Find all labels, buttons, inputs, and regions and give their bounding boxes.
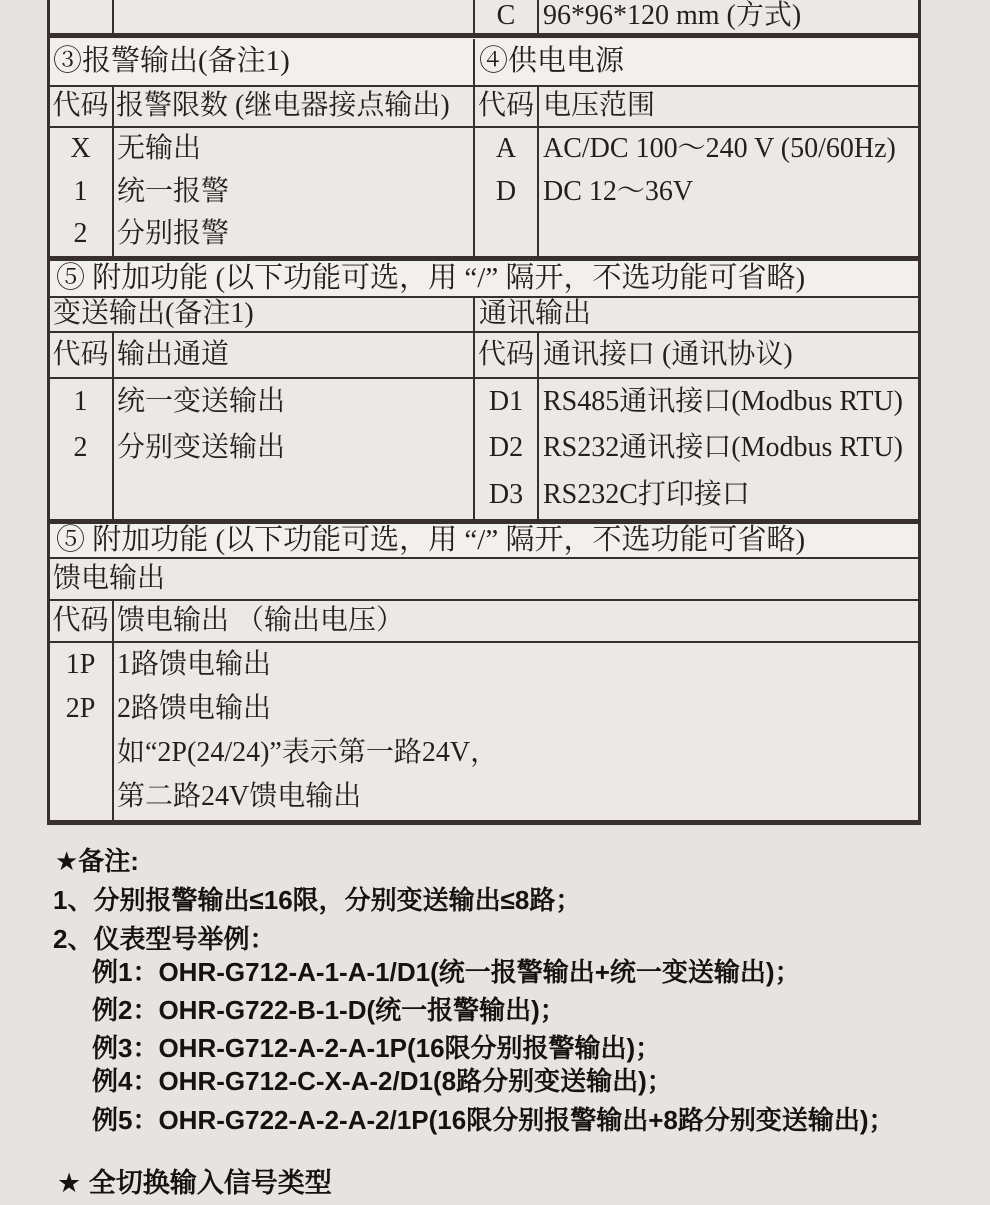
divider	[537, 333, 539, 519]
divider	[47, 820, 921, 825]
table-cell: 1路馈电输出	[117, 648, 272, 680]
table-cell: 2路馈电输出	[117, 692, 272, 724]
signal-type-heading: ★ 全切换输入信号类型	[57, 1168, 332, 1198]
table-cell: 1	[73, 385, 88, 417]
table-cell: 分别变送输出	[117, 432, 286, 464]
power-desc-header: 电压范围	[543, 90, 656, 122]
divider	[537, 87, 539, 256]
table-cell: 2	[73, 432, 88, 464]
transmit-desc-column	[117, 379, 469, 472]
transmit-code-header: 代码	[52, 338, 109, 370]
power-desc-column	[543, 128, 917, 213]
table-cell: 2	[73, 218, 88, 250]
table-cell: D3	[488, 479, 524, 511]
table-cell: 1	[73, 175, 88, 207]
extra1-section-title: ⑤ 附加功能 (以下功能可选，用 “/” 隔开，不选功能可省略)	[56, 261, 806, 294]
table-cell: 如“2P(24/24)”表示第一路24V，	[117, 737, 499, 769]
model-example: 例3：OHR-G712-A-2-A-1P(16限分别报警输出)；	[92, 1033, 662, 1063]
table-cell: DC 12～36V	[543, 175, 694, 207]
table-cell: AC/DC 100～240 V (50/60Hz)	[543, 132, 896, 164]
table-cell: A	[495, 132, 517, 164]
table-cell: RS232通讯接口(Modbus RTU)	[543, 432, 904, 464]
table-cell: RS232C打印接口	[543, 479, 750, 511]
comm-code-header: 代码	[477, 338, 534, 370]
power-code-column	[475, 128, 537, 213]
comm-subtitle: 通讯输出	[479, 298, 592, 330]
comm-desc-column	[543, 379, 917, 519]
power-section-title: ④供电电源	[479, 45, 625, 78]
note-item: 1、分别报警输出≤16限，分别变送输出≤8路；	[53, 885, 582, 915]
alarm-desc-column	[117, 128, 469, 256]
feed-subtitle: 馈电输出	[53, 562, 166, 594]
table-cell: 第二路24V馈电输出	[117, 781, 362, 813]
model-example: 例1：OHR-G712-A-1-A-1/D1(统一报警输出+统一变送输出)；	[92, 957, 801, 987]
divider	[537, 0, 539, 33]
feed-code-column	[49, 643, 112, 820]
table-cell: X	[70, 132, 91, 164]
transmit-code-column	[49, 379, 112, 472]
table-cell: RS485通讯接口(Modbus RTU)	[543, 385, 904, 417]
divider	[112, 87, 114, 256]
divider	[112, 601, 114, 820]
size-desc-cell: 96*96*120 mm (方式)	[543, 0, 802, 32]
alarm-code-column	[49, 128, 112, 256]
feed-code-header: 代码	[52, 604, 109, 636]
divider	[112, 0, 114, 33]
feed-desc-header: 馈电输出 （输出电压）	[117, 604, 405, 636]
power-code-header: 代码	[477, 90, 534, 122]
model-example: 例5：OHR-G722-A-2-A-2/1P(16限分别报警输出+8路分别变送输出)；	[92, 1105, 895, 1135]
transmit-desc-header: 输出通道	[117, 338, 230, 370]
alarm-section-title: ③报警输出(备注1)	[53, 45, 290, 78]
model-example: 例4：OHR-G712-C-X-A-2/D1(8路分别变送输出)；	[92, 1066, 673, 1096]
alarm-code-header: 代码	[52, 90, 109, 122]
extra2-section-title: ⑤ 附加功能 (以下功能可选，用 “/” 隔开，不选功能可省略)	[56, 523, 806, 556]
comm-code-column	[475, 379, 537, 519]
table-cell: D1	[488, 385, 524, 417]
table-cell: 2P	[65, 692, 96, 724]
table-cell: 统一变送输出	[117, 385, 286, 417]
table-cell: 无输出	[117, 132, 202, 164]
table-cell: 1P	[65, 648, 96, 680]
table-cell	[49, 776, 112, 820]
table-cell	[49, 731, 112, 775]
table-right-border	[918, 0, 921, 825]
alarm-desc-header: 报警限数 (继电器接点输出)	[116, 90, 450, 122]
notes-header: ★备注:	[55, 846, 139, 876]
table-cell: D	[495, 175, 517, 207]
divider	[47, 33, 921, 38]
transmit-subtitle: 变送输出(备注1)	[53, 298, 254, 330]
comm-desc-header: 通讯接口 (通讯协议)	[543, 338, 793, 370]
table-cell: 分别报警	[117, 218, 230, 250]
table-cell: 统一报警	[117, 175, 230, 207]
feed-desc-column	[117, 643, 913, 820]
table-cell: D2	[488, 432, 524, 464]
divider	[112, 333, 114, 519]
size-code-cell: C	[496, 0, 516, 32]
note-item: 2、仪表型号举例：	[53, 924, 276, 954]
model-example: 例2：OHR-G722-B-1-D(统一报警输出)；	[92, 995, 566, 1025]
